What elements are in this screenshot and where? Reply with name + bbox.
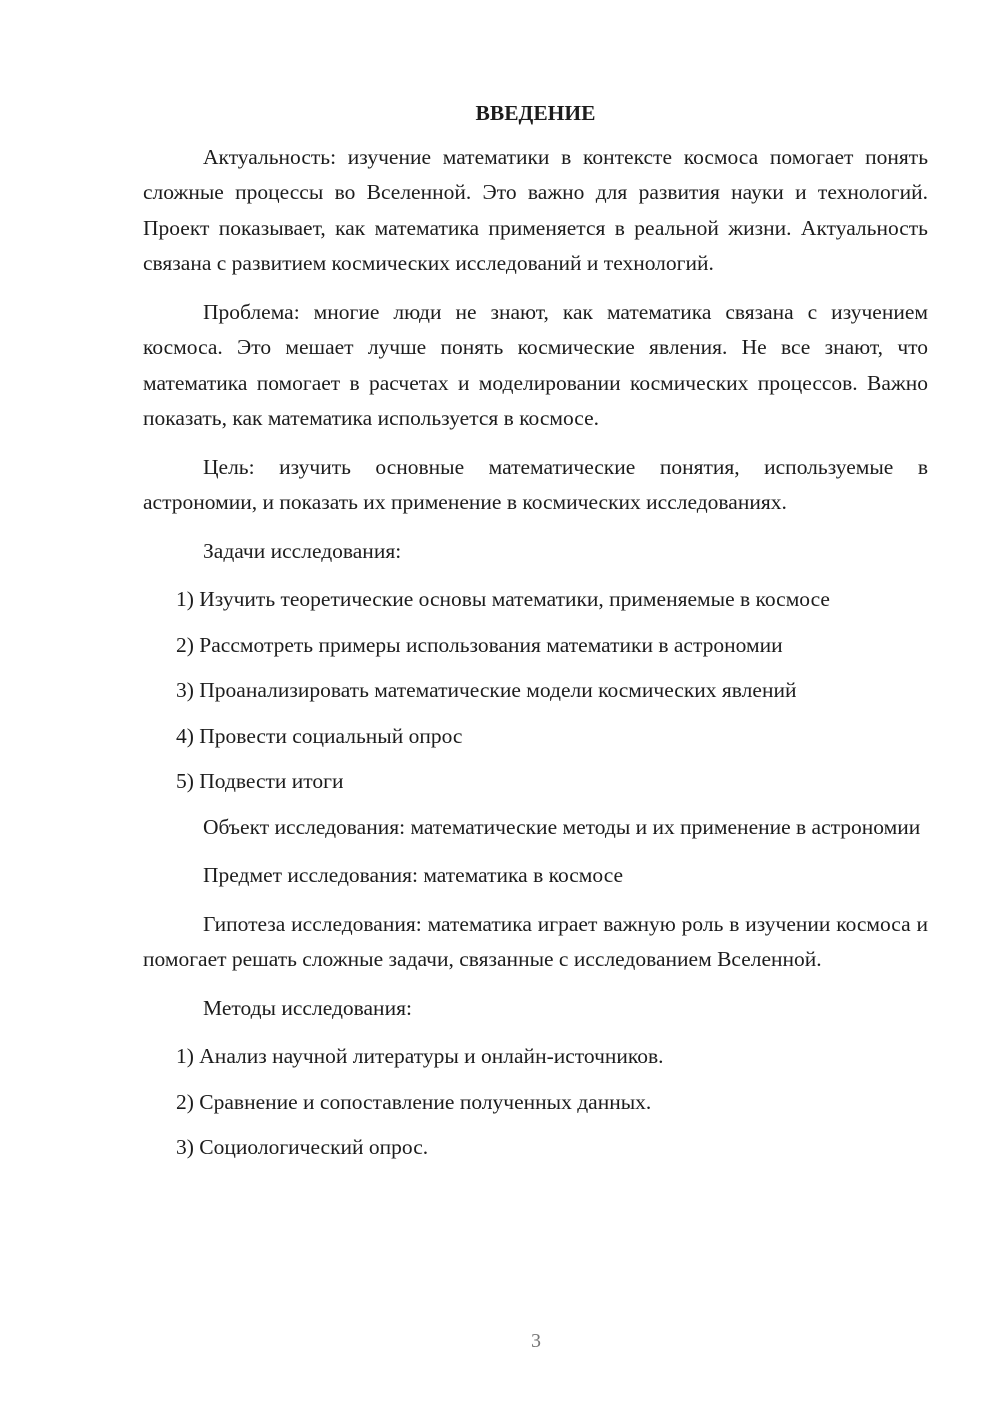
list-item: 5) Подвести итоги bbox=[176, 769, 344, 793]
list-item: 4) Провести социальный опрос bbox=[176, 723, 463, 748]
list-item: 2) Рассмотреть примеры использования математики в астрономии bbox=[176, 632, 783, 657]
page-content bbox=[143, 96, 928, 1176]
page-number: 3 bbox=[531, 1330, 541, 1352]
methods-list bbox=[143, 1039, 928, 1166]
methods-heading: Методы исследования: bbox=[203, 995, 412, 1020]
goal-paragraph: Цель: изучить основные математические понятия, используемые в астрономии, и показать их применение в космических исследованиях. bbox=[143, 454, 928, 514]
relevance-paragraph: Актуальность: изучение математики в контексте космоса помогает понять сложные процессы во Вселенной. Это важно для развития науки и технологий. Проект показывает, как математика применяется в реальной жизни. Актуальность связана с развитием космических исследований и технологий. bbox=[143, 144, 928, 275]
tasks-list bbox=[143, 582, 928, 800]
tasks-heading: Задачи исследования: bbox=[203, 538, 402, 563]
list-item: 3) Социологический опрос. bbox=[176, 1135, 429, 1159]
section-heading: ВВЕДЕНИЕ bbox=[475, 101, 596, 125]
problem-paragraph: Проблема: многие люди не знают, как математика связана с изучением космоса. Это мешает лучше понять космические явления. Не все знают, что математика помогает в расчетах и моделировании космических процессов. Важно показать, как математика используется в космосе. bbox=[143, 299, 928, 430]
hypothesis-paragraph: Гипотеза исследования: математика играет важную роль в изучении космоса и помогает решать сложные задачи, связанные с исследованием Вселенной. bbox=[143, 911, 928, 971]
subject-paragraph: Предмет исследования: математика в космосе bbox=[203, 863, 624, 887]
list-item: 3) Проанализировать математические модели космических явлений bbox=[176, 678, 797, 702]
list-item: 1) Анализ научной литературы и онлайн-источников. bbox=[176, 1044, 664, 1068]
object-paragraph: Объект исследования: математические методы и их применение в астрономии bbox=[203, 814, 921, 839]
list-item: 1) Изучить теоретические основы математики, применяемые в космосе bbox=[176, 587, 830, 611]
list-item: 2) Сравнение и сопоставление полученных данных. bbox=[176, 1089, 652, 1114]
